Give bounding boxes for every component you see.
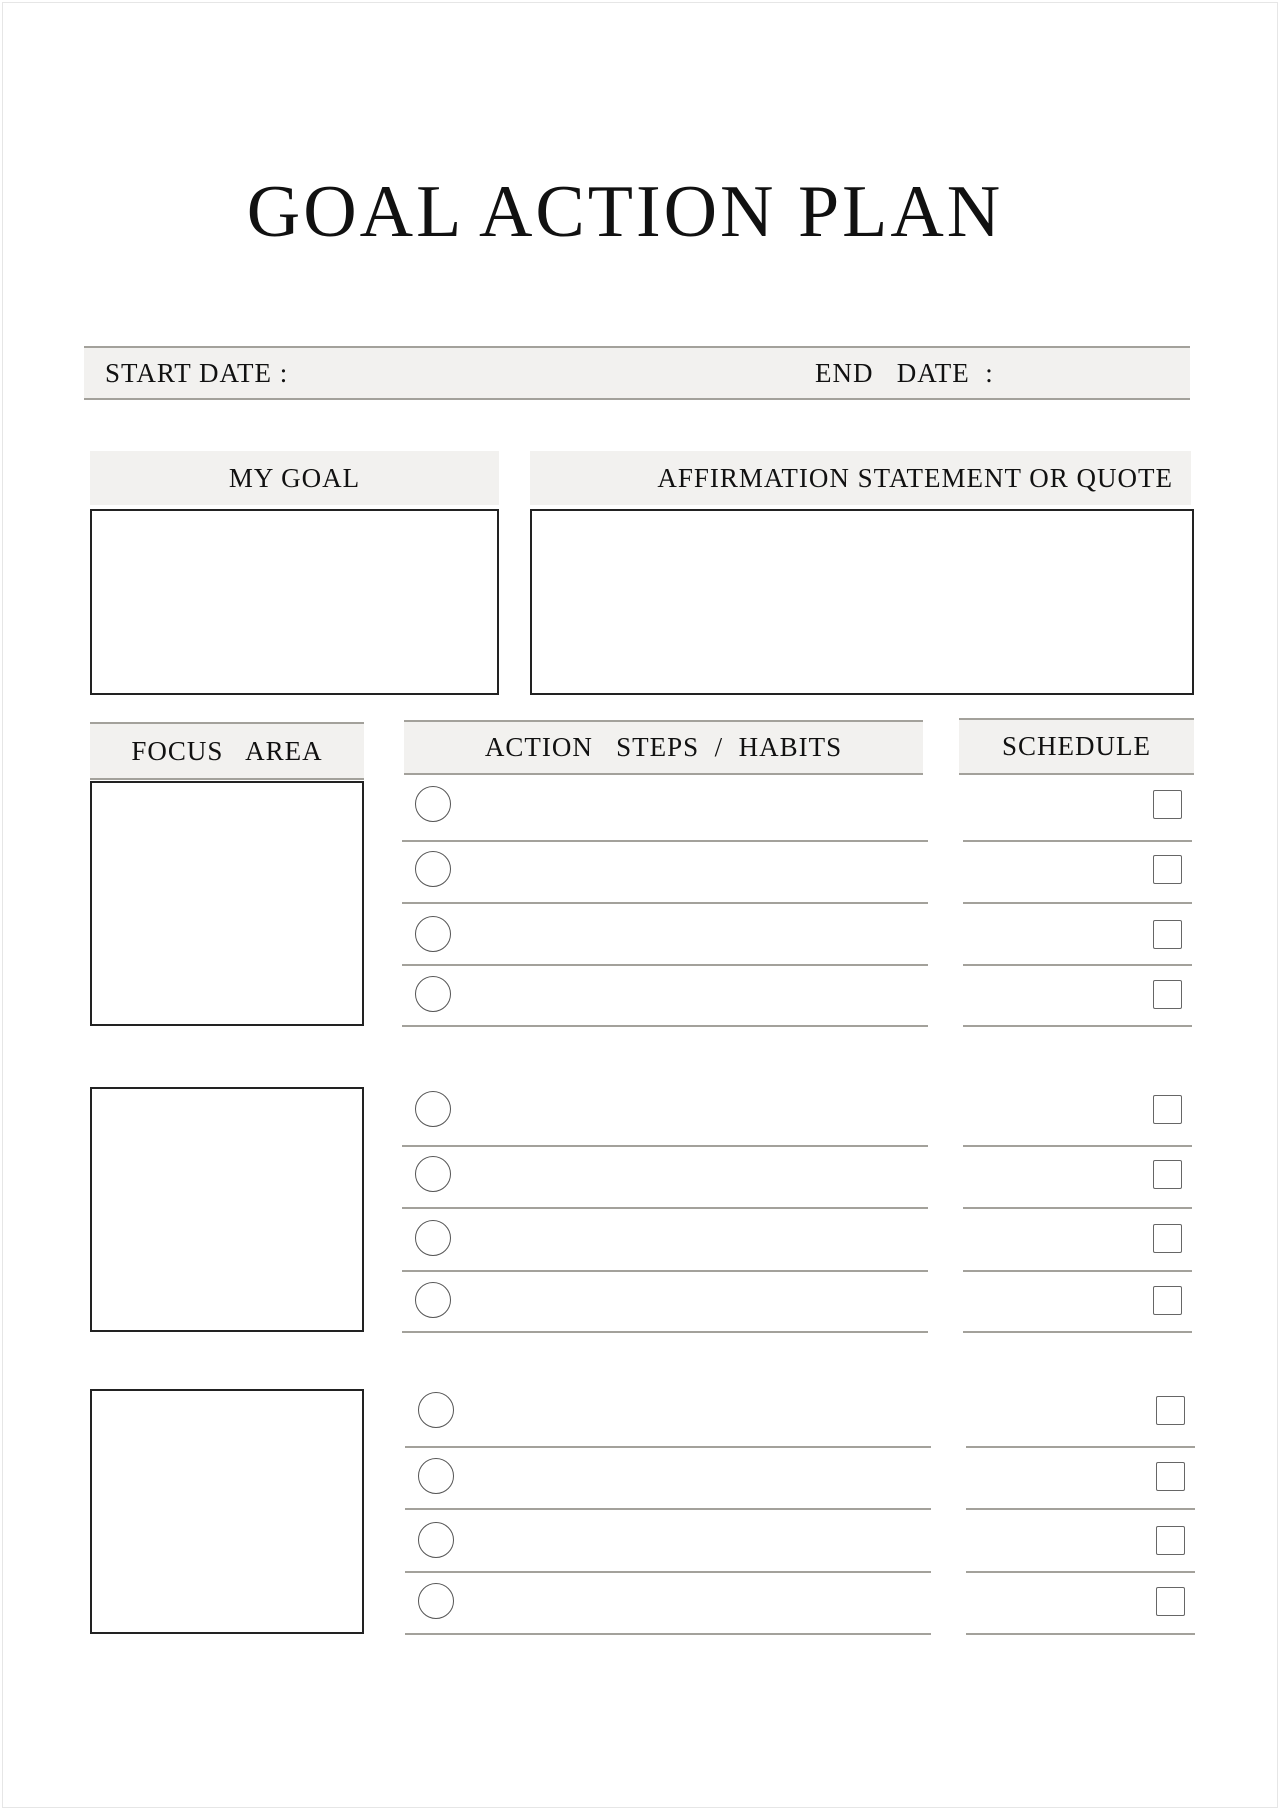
action-step-circle-icon[interactable] <box>415 976 451 1012</box>
schedule-header: SCHEDULE <box>959 718 1194 775</box>
schedule-line <box>963 840 1192 842</box>
action-step-line <box>402 1270 928 1272</box>
schedule-checkbox[interactable] <box>1153 920 1182 949</box>
action-step-line <box>402 964 928 966</box>
schedule-checkbox[interactable] <box>1153 790 1182 819</box>
action-step-circle-icon[interactable] <box>418 1392 454 1428</box>
action-step-circle-icon[interactable] <box>415 916 451 952</box>
page-title: GOAL ACTION PLAN <box>246 171 1004 253</box>
action-step-line <box>402 840 928 842</box>
action-step-circle-icon[interactable] <box>418 1522 454 1558</box>
action-step-line <box>402 902 928 904</box>
schedule-line <box>963 1025 1192 1027</box>
start-date-label: START DATE : <box>105 358 289 388</box>
action-step-circle-icon[interactable] <box>418 1583 454 1619</box>
focus-area-header: FOCUS AREA <box>90 722 364 780</box>
action-steps-header: ACTION STEPS / HABITS <box>404 720 923 775</box>
action-step-line <box>405 1508 931 1510</box>
action-step-circle-icon[interactable] <box>415 786 451 822</box>
action-step-line <box>402 1145 928 1147</box>
action-step-circle-icon[interactable] <box>415 1091 451 1127</box>
schedule-checkbox[interactable] <box>1153 1224 1182 1253</box>
action-step-line <box>405 1571 931 1573</box>
schedule-line <box>966 1508 1195 1510</box>
action-step-line <box>402 1331 928 1333</box>
schedule-line <box>963 1331 1192 1333</box>
schedule-checkbox[interactable] <box>1153 1286 1182 1315</box>
affirmation-header: AFFIRMATION STATEMENT OR QUOTE <box>530 451 1191 505</box>
affirmation-box[interactable] <box>530 509 1194 695</box>
schedule-checkbox[interactable] <box>1156 1396 1185 1425</box>
my-goal-header: MY GOAL <box>90 451 499 505</box>
schedule-checkbox[interactable] <box>1156 1526 1185 1555</box>
schedule-checkbox[interactable] <box>1153 1160 1182 1189</box>
focus-area-box[interactable] <box>90 781 364 1026</box>
schedule-line <box>963 1145 1192 1147</box>
action-step-line <box>405 1633 931 1635</box>
schedule-checkbox[interactable] <box>1156 1462 1185 1491</box>
focus-area-box[interactable] <box>90 1389 364 1634</box>
action-step-circle-icon[interactable] <box>415 851 451 887</box>
action-step-circle-icon[interactable] <box>418 1458 454 1494</box>
schedule-checkbox[interactable] <box>1153 855 1182 884</box>
schedule-line <box>963 1207 1192 1209</box>
schedule-line <box>963 964 1192 966</box>
schedule-line <box>966 1571 1195 1573</box>
action-step-line <box>405 1446 931 1448</box>
schedule-checkbox[interactable] <box>1153 980 1182 1009</box>
action-step-circle-icon[interactable] <box>415 1220 451 1256</box>
action-step-line <box>402 1207 928 1209</box>
schedule-checkbox[interactable] <box>1156 1587 1185 1616</box>
action-step-circle-icon[interactable] <box>415 1282 451 1318</box>
my-goal-box[interactable] <box>90 509 499 695</box>
schedule-checkbox[interactable] <box>1153 1095 1182 1124</box>
date-bar <box>84 346 1190 400</box>
end-date-label: END DATE : <box>815 358 994 388</box>
schedule-line <box>963 902 1192 904</box>
schedule-line <box>966 1633 1195 1635</box>
schedule-line <box>963 1270 1192 1272</box>
action-step-line <box>402 1025 928 1027</box>
focus-area-box[interactable] <box>90 1087 364 1332</box>
action-step-circle-icon[interactable] <box>415 1156 451 1192</box>
schedule-line <box>966 1446 1195 1448</box>
